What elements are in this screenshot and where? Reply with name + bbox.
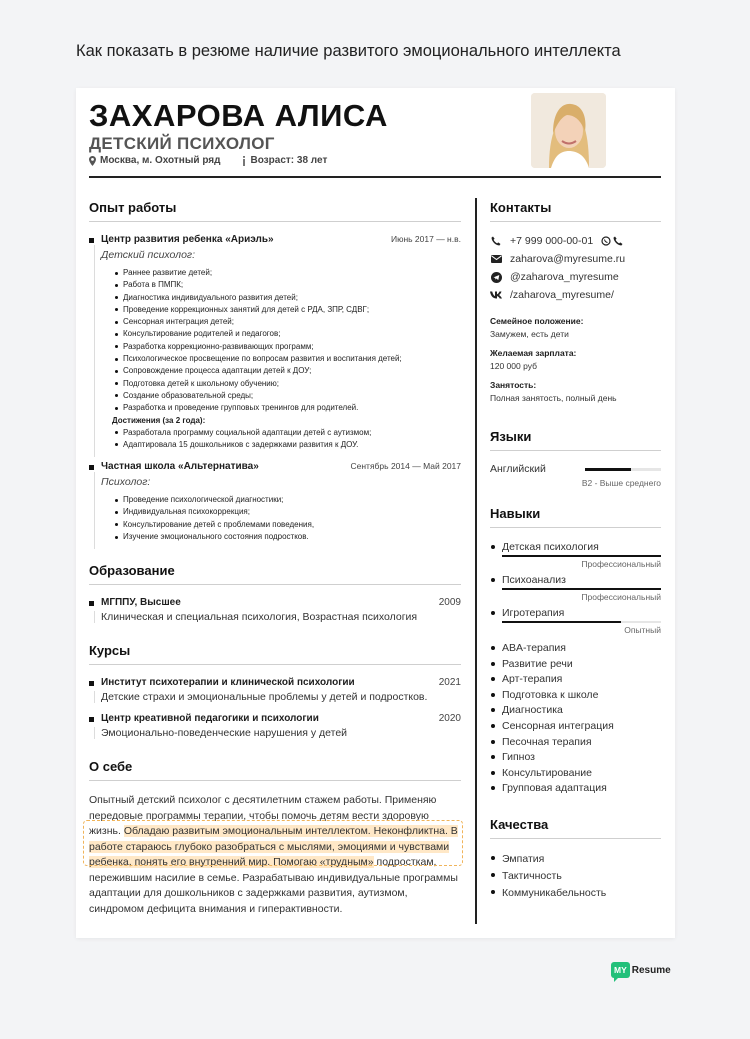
job-company: Центр развития ребенка «Ариэль» <box>101 234 274 245</box>
duty-item: Проведение психологической диагностики; <box>115 494 461 506</box>
qualities-list <box>490 851 661 902</box>
vk-text: /zaharova_myresume/ <box>510 289 614 301</box>
skill-name: Игротерапия <box>490 606 661 620</box>
resume-sheet <box>76 88 675 938</box>
viber-icon <box>613 236 623 246</box>
skill-item: Подготовка к школе <box>490 688 661 704</box>
quality-item: Коммуникабельность <box>490 885 661 902</box>
education-title: Образование <box>89 563 461 585</box>
duty-item: Индивидуальная психокоррекция; <box>115 506 461 518</box>
language-level: B2 - Выше среднего <box>581 478 661 488</box>
duty-item: Изучение эмоционального состояния подростков. <box>115 531 461 543</box>
duty-item: Раннее развитие детей; <box>115 267 461 279</box>
achievement-item: Разработала программу социальной адаптации детей с аутизмом; <box>115 427 461 439</box>
contact-telegram[interactable] <box>490 270 661 284</box>
duty-item: Сенсорная интеграция детей; <box>115 316 461 328</box>
skill-name: Детская психология <box>490 540 661 554</box>
about-text-start: Опытный детский психолог с десятилетним стажем работы. Применяю передовые программы терапии, чтобы помочь детям вести здоровую жизнь. <box>89 794 437 838</box>
course-entry <box>89 677 461 703</box>
language-bar-fill <box>585 468 631 471</box>
languages-title: Языки <box>490 429 661 451</box>
page-title: Как показать в резюме наличие развитого эмоционального интеллекта <box>76 42 621 60</box>
logo-badge: MY <box>611 962 630 978</box>
age-text: Возраст: 38 лет <box>250 155 328 166</box>
duty-item: Работа в ПМПК; <box>115 279 461 291</box>
telegram-text: @zaharova_myresume <box>510 271 619 283</box>
contact-vk[interactable] <box>490 288 661 302</box>
course-name: Центр креативной педагогики и психологии <box>101 713 319 725</box>
candidate-role: ДЕТСКИЙ ПСИХОЛОГ <box>89 134 275 153</box>
education-entry <box>89 597 461 623</box>
course-entry <box>89 713 461 739</box>
email-text: zaharova@myresume.ru <box>510 253 626 265</box>
duty-item: Сопровождение процесса адаптации детей к ДОУ; <box>115 365 461 377</box>
language-name: Английский <box>490 463 546 475</box>
job-entry <box>89 234 461 457</box>
employment-label: Занятость: <box>490 380 537 390</box>
job-company: Частная школа «Альтернатива» <box>101 461 259 473</box>
skill-level: Профессиональный <box>581 592 661 602</box>
job-duties <box>115 267 461 415</box>
duty-item: Разработка и проведение групповых тренингов для родителей. <box>115 402 461 414</box>
skill-bar-fill <box>502 588 661 590</box>
right-column <box>490 200 661 902</box>
duty-item: Консультирование родителей и педагогов; <box>115 328 461 340</box>
myresume-logo <box>611 962 671 978</box>
skill-item: Развитие речи <box>490 657 661 673</box>
skill-item: ABA-терапия <box>490 641 661 657</box>
employment-value: Полная занятость, полный день <box>490 393 617 403</box>
skill-bar <box>502 588 661 590</box>
telegram-icon <box>490 271 502 283</box>
location-text: Москва, м. Охотный ряд <box>100 155 221 166</box>
duty-item: Проведение коррекционных занятий для детей с РДА, ЗПР, СДВГ; <box>115 304 461 316</box>
about-text-end: подросткам, пережившим насилие в семье. Разрабатываю индивидуальные программы адаптации для дошкольников с задержками развития, аутизмом, синдромом дефицита внимания и гиперактивности. <box>89 856 458 915</box>
job-entry <box>89 461 461 549</box>
language-item <box>490 463 661 475</box>
skill-level: Профессиональный <box>581 559 661 569</box>
contacts-title: Контакты <box>490 200 661 222</box>
info-icon <box>242 156 246 166</box>
duty-item: Подготовка детей к школьному обучению; <box>115 378 461 390</box>
salary-label: Желаемая зарплата: <box>490 348 577 358</box>
course-year: 2020 <box>438 713 461 725</box>
marital-value: Замужем, есть дети <box>490 329 569 339</box>
language-bar <box>585 468 661 471</box>
skills-list <box>490 641 661 797</box>
vk-icon <box>490 289 502 301</box>
skill-item: Диагностика <box>490 703 661 719</box>
job-date: Июнь 2017 — н.в. <box>390 234 461 244</box>
course-year: 2021 <box>438 677 461 689</box>
about-text <box>89 793 461 917</box>
job-duties <box>115 494 461 543</box>
skill-bar <box>502 555 661 557</box>
contact-email[interactable] <box>490 252 661 266</box>
salary-value: 120 000 руб <box>490 361 537 371</box>
left-column <box>89 200 461 917</box>
duty-item: Психологическое просвещение по вопросам развития и воспитания детей; <box>115 353 461 365</box>
education-year: 2009 <box>438 597 461 609</box>
skill-bar-fill <box>502 621 621 623</box>
duty-item: Диагностика индивидуального развития детей; <box>115 292 461 304</box>
phone-text: +7 999 000-00-01 <box>510 235 594 247</box>
courses-title: Курсы <box>89 643 461 665</box>
duty-item: Создание образовательной среды; <box>115 390 461 402</box>
duty-item: Разработка коррекционно-развивающих программ; <box>115 341 461 353</box>
skills-title: Навыки <box>490 506 661 528</box>
job-date: Сентябрь 2014 — Май 2017 <box>350 461 461 472</box>
about-text-highlight: Обладаю развитым эмоциональным интеллектом. Неконфликтна. В работе стараюсь глубоко разобраться с мыслями, эмоциями и чувствами ребенка, понять его внутренний мир. Помогаю «трудным» <box>89 825 458 869</box>
contact-phone[interactable] <box>490 234 661 248</box>
column-divider <box>475 198 477 924</box>
candidate-name: ЗАХАРОВА АЛИСА <box>89 98 388 133</box>
logo-text: Resume <box>631 964 671 976</box>
skill-rated-item <box>490 540 661 569</box>
education-name: МГППУ, Высшее <box>101 597 181 609</box>
education-desc: Клиническая и специальная психология, Возрастная психология <box>94 611 461 623</box>
skill-bar <box>502 621 661 623</box>
header-divider <box>89 176 661 178</box>
skill-level: Опытный <box>624 625 661 635</box>
phone-icon <box>490 235 502 247</box>
experience-title: Опыт работы <box>89 200 461 222</box>
achievements-title: Достижения (за 2 года): <box>112 415 206 425</box>
achievement-item: Адаптировала 15 дошкольников с задержками развития к ДОУ. <box>115 439 461 451</box>
skill-item: Групповая адаптация <box>490 781 661 797</box>
course-desc: Эмоционально-поведенческие нарушения у детей <box>94 727 461 739</box>
skill-item: Арт-терапия <box>490 672 661 688</box>
duty-item: Консультирование детей с проблемами поведения, <box>115 519 461 531</box>
skill-bar-fill <box>502 555 661 557</box>
about-title: О себе <box>89 759 461 781</box>
skill-name: Психоанализ <box>490 573 661 587</box>
course-name: Институт психотерапии и клинической психологии <box>101 677 355 689</box>
whatsapp-icon <box>601 236 611 246</box>
location-pin-icon <box>89 156 96 166</box>
quality-item: Эмпатия <box>490 851 661 868</box>
skill-rated-item <box>490 606 661 635</box>
skill-item: Консультирование <box>490 766 661 782</box>
job-position: Психолог: <box>101 476 151 489</box>
mail-icon <box>490 253 502 265</box>
marital-label: Семейное положение: <box>490 316 584 326</box>
candidate-meta <box>89 155 327 166</box>
achievements-list <box>115 427 461 452</box>
skill-item: Песочная терапия <box>490 735 661 751</box>
job-position: Детский психолог: <box>101 249 196 261</box>
skill-rated-item <box>490 573 661 602</box>
course-desc: Детские страхи и эмоциональные проблемы у детей и подростков. <box>94 691 461 703</box>
skill-item: Гипноз <box>490 750 661 766</box>
qualities-title: Качества <box>490 817 661 839</box>
quality-item: Тактичность <box>490 868 661 885</box>
candidate-photo <box>531 93 606 168</box>
skill-item: Сенсорная интеграция <box>490 719 661 735</box>
